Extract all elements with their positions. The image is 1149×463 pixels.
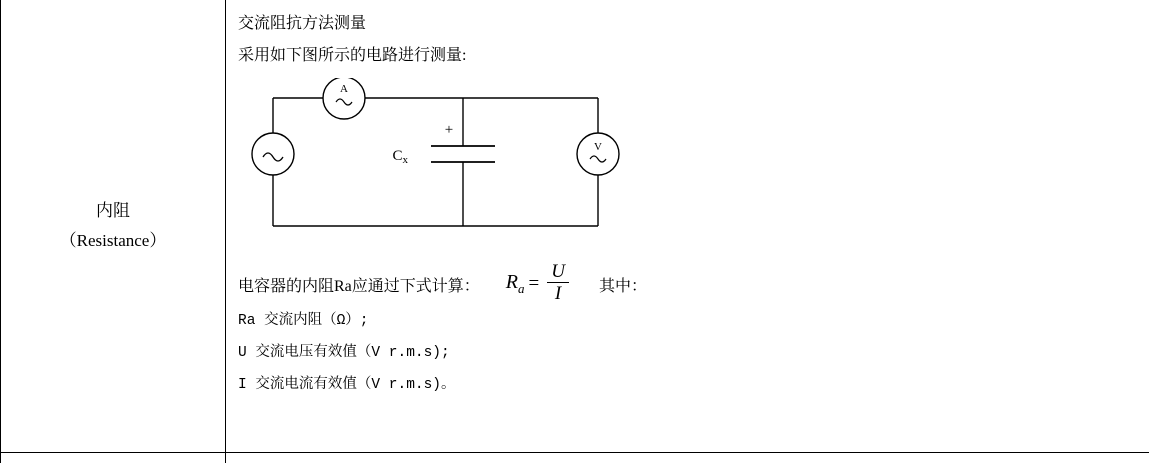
formula-numerator: U [551, 261, 565, 282]
voltmeter-label: V [594, 141, 602, 153]
row-label-cell [1, 0, 225, 452]
row-label-english: （Resistance） [59, 231, 167, 250]
definition-i: I 交流电流有效值（V r.m.s)。 [238, 377, 456, 393]
row-content-cell [226, 0, 1149, 452]
formula-fraction [547, 262, 569, 304]
voltmeter-symbol [577, 133, 619, 175]
formula-equals: = [528, 273, 540, 294]
circuit-diagram [238, 78, 798, 263]
formula-tail-text: 其中： [598, 277, 647, 295]
formula-symbol: $R_a$ [505, 271, 525, 296]
content-heading: 交流阻抗方法测量 [238, 15, 367, 32]
resistance-formula-row [238, 263, 1149, 305]
definition-u: U 交流电压有效值（V r.m.s); [238, 345, 450, 361]
ac-source-symbol [252, 133, 294, 175]
formula-denominator: I [554, 283, 562, 304]
definition-ra: Ra 交流内阻（Ω）; [238, 313, 369, 329]
formula-lead-text: 电容器的内阻Ra应通过下式计算： [238, 277, 480, 295]
content-intro: 采用如下图所示的电路进行测量: [238, 47, 467, 64]
formula-symbol-subscript: a [518, 281, 525, 296]
row-label-chinese: 内阻 [96, 201, 130, 220]
capacitor-label: $C_x$ [392, 148, 408, 166]
ammeter-label: A [340, 83, 348, 95]
table-row-divider [0, 452, 1149, 453]
capacitor-polarity-label: + [444, 122, 454, 138]
